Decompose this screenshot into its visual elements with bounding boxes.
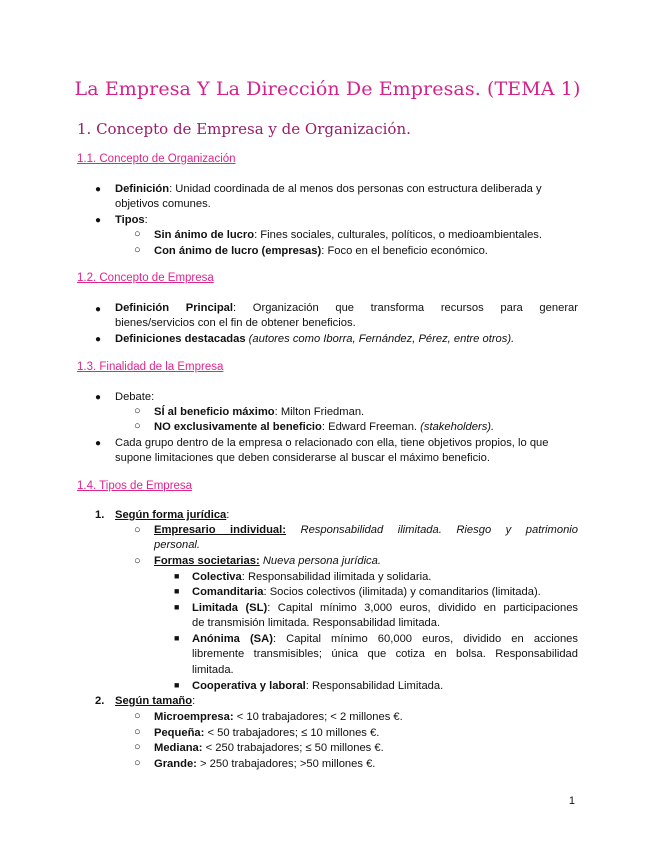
bullet-icon: ● <box>95 304 102 315</box>
bullet-icon: ● <box>95 392 102 403</box>
list-item-definicion-cont: objetivos comunes. <box>115 198 211 210</box>
circle-bullet-icon: ○ <box>134 228 141 240</box>
list-item-limitada-cont: de transmisión limitada. Responsabilidad limitada. <box>192 617 441 629</box>
circle-bullet-icon: ○ <box>134 405 141 417</box>
list-item-colectiva: Colectiva: Responsabilidad ilimitada y solidaria. <box>192 571 432 583</box>
bullet-icon: ● <box>95 184 102 195</box>
list-item-no-beneficio: NO exclusivamente al beneficio: Edward Freeman. (stakeholders). <box>154 421 495 433</box>
circle-bullet-icon: ○ <box>134 726 141 738</box>
circle-bullet-icon: ○ <box>134 420 141 432</box>
list-item-debate: Debate: <box>115 391 155 403</box>
bullet-icon: ● <box>95 334 102 345</box>
square-bullet-icon: ■ <box>174 586 180 596</box>
list-item-anonima: Anónima (SA): Capital mínimo 60,000 euros, dividido en acciones <box>192 633 578 645</box>
list-item-mediana: Mediana: < 250 trabajadores; ≤ 50 millones €. <box>154 742 384 754</box>
subsection-heading-1-2: 1.2. Concepto de Empresa <box>77 272 214 284</box>
list-item-con-animo: Con ánimo de lucro (empresas): Foco en el beneficio económico. <box>154 245 488 257</box>
list-item-tipos: Tipos: <box>115 214 148 226</box>
document-title: La Empresa Y La Dirección De Empresas. (TEMA 1) <box>74 78 581 100</box>
page-number: 1 <box>568 795 575 807</box>
list-item-definiciones-destacadas: Definiciones destacadas (autores como Iborra, Fernández, Pérez, entre otros). <box>115 333 515 345</box>
subsection-heading-1-1: 1.1. Concepto de Organización <box>77 153 236 165</box>
list-item-sin-animo: Sin ánimo de lucro: Fines sociales, culturales, políticos, o medioambientales. <box>154 229 542 241</box>
circle-bullet-icon: ○ <box>134 757 141 769</box>
circle-bullet-icon: ○ <box>134 710 141 722</box>
list-item-limitada: Limitada (SL): Capital mínimo 3,000 euros, dividido en participaciones <box>192 602 579 614</box>
list-item-si-beneficio: SÍ al beneficio máximo: Milton Friedman. <box>154 406 365 418</box>
list-item-grande: Grande: > 250 trabajadores; >50 millones €. <box>154 758 376 770</box>
list-item-formas-societarias: Formas societarias: Nueva persona jurídica. <box>154 555 381 567</box>
list-item-definicion-principal: Definición Principal: Organización que transforma recursos para generar <box>115 302 578 314</box>
circle-bullet-icon: ○ <box>134 555 141 567</box>
bullet-icon: ● <box>95 215 102 226</box>
list-item-cada-grupo: Cada grupo dentro de la empresa o relacionado con ella, tiene objetivos propios, lo que <box>115 437 549 449</box>
list-item-comanditaria: Comanditaria: Socios colectivos (ilimitada) y comanditarios (limitada). <box>192 586 541 598</box>
section-heading-1: 1. Concepto de Empresa y de Organización. <box>77 120 411 138</box>
list-item-microempresa: Microempresa: < 10 trabajadores; < 2 millones €. <box>154 711 403 723</box>
circle-bullet-icon: ○ <box>134 244 141 256</box>
square-bullet-icon: ■ <box>174 680 180 690</box>
square-bullet-icon: ■ <box>174 571 180 581</box>
subsection-heading-1-4: 1.4. Tipos de Empresa <box>77 480 193 492</box>
list-item-cada-grupo-cont: supone limitaciones que deben considerarse al buscar el máximo beneficio. <box>115 452 490 464</box>
bullet-icon: ● <box>95 438 102 449</box>
list-item-forma-juridica: Según forma jurídica: <box>115 509 230 521</box>
list-item-definicion: Definición: Unidad coordinada de al menos dos personas con estructura deliberada y <box>115 183 542 195</box>
list-item-tamano: Según tamaño: <box>115 695 196 707</box>
list-item-anonima-cont2: limitada. <box>192 664 234 676</box>
list-item-definicion-principal-cont: bienes/servicios con el fin de obtener beneficios. <box>115 317 356 329</box>
list-item-empresario-individual-cont: personal. <box>154 539 201 551</box>
list-item-empresario-individual: Empresario individual: Responsabilidad ilimitada. Riesgo y patrimonio <box>154 524 578 536</box>
list-item-anonima-cont: libremente transmisibles; única que cotiza en bolsa. Responsabilidad <box>192 648 578 660</box>
circle-bullet-icon: ○ <box>134 741 141 753</box>
subsection-heading-1-3: 1.3. Finalidad de la Empresa <box>77 361 224 373</box>
list-number-1: 1. <box>95 509 105 521</box>
list-number-2: 2. <box>95 695 105 707</box>
square-bullet-icon: ■ <box>174 602 180 612</box>
list-item-cooperativa: Cooperativa y laboral: Responsabilidad Limitada. <box>192 680 444 692</box>
circle-bullet-icon: ○ <box>134 524 141 536</box>
square-bullet-icon: ■ <box>174 633 180 643</box>
list-item-pequena: Pequeña: < 50 trabajadores; ≤ 10 millones €. <box>154 727 380 739</box>
